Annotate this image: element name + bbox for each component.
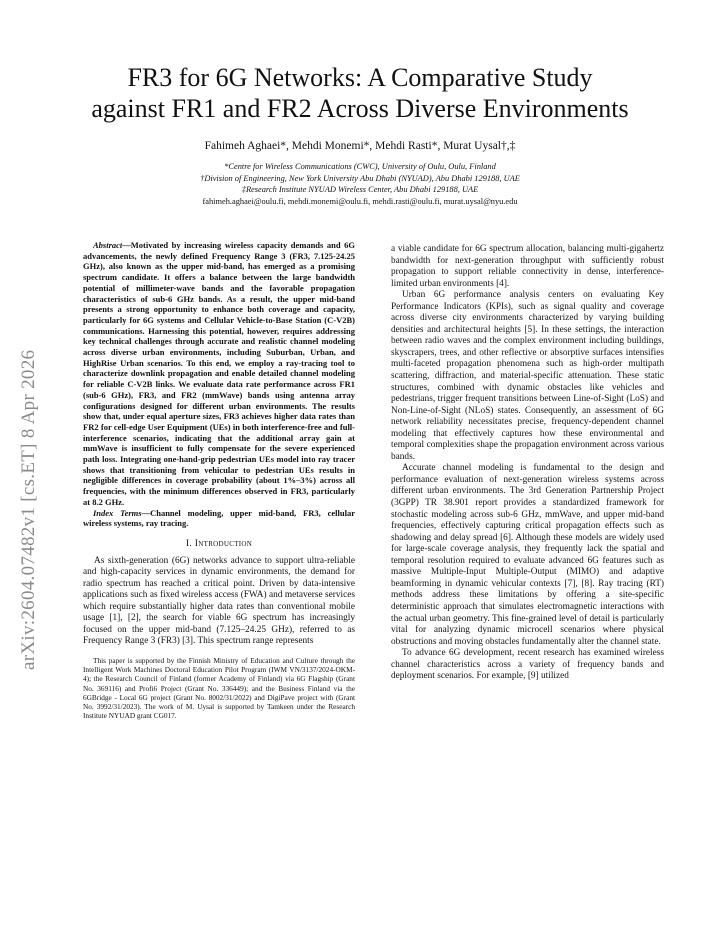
author-emails: fahimeh.aghaei@oulu.fi, mehdi.monemi@oulu.fi, mehdi.rasti@oulu.fi, murat.uysal@nyu.edu (202, 196, 518, 206)
abstract (83, 240, 355, 508)
paper-title (40, 62, 680, 124)
title-line-1: FR3 for 6G Networks: A Comparative Study (127, 63, 593, 92)
title-line-2: against FR1 and FR2 Across Diverse Environments (91, 94, 629, 123)
index-terms (83, 508, 355, 529)
intro-paragraph-3: Accurate channel modeling is fundamental to the design and performance evaluation of next-generation wireless systems across different urban environments. The 3rd Generation Partnership Project (3GPP) TR 38.901 report provides a standardized framework for stochastic modeling across sub-6 GHz, mmWave, and upper mid-band frequencies, effectively capturing critical propagation effects such as shadowing and delay spread [6]. Although these models are widely used for large-scale coverage analysis, they frequently lack the spatial and temporal resolution required to evaluate advanced 6G features such as massive Multiple-Input Multiple-Output (MIMO) and adaptive beamforming in dynamic vehicular contexts [7], [8]. Ray tracing (RT) methods address these limitations by offering a site-specific deterministic approach that simulates electromagnetic interactions with the actual urban geometry. This fine-grained level of detail is particularly vital for analyzing dynamic microcell scenarios where physical obstructions and moving obstacles fundamentally alter the channel state. (391, 463, 664, 647)
left-column (83, 240, 355, 720)
intro-paragraph-1: As sixth-generation (6G) networks advance to support ultra-reliable and high-capacity services in dynamic environments, the demand for radio spectrum has reached a critical point. Driven by data-intensive applications such as fixed wireless access (FWA) and metaverse services which require substantially higher data rates than conventional mobile usage [1], [2], the search for viable 6G spectrum has increasingly focused on the upper mid-band (7.125–24.25 GHz), referred to as Frequency Range 3 (FR3) [3]. This spectrum range represents (83, 555, 355, 647)
intro-paragraph-4: To advance 6G development, recent research has examined wireless channel characteristics across a variety of frequency bands and deployment scenarios. For example, [9] utilized (391, 648, 664, 682)
affiliations (40, 161, 680, 207)
section-heading-introduction: I. Introduction (185, 537, 253, 549)
abstract-label: Abstract (93, 240, 123, 250)
right-column (391, 244, 664, 683)
abstract-text: —Motivated by increasing wireless capacity demands and 6G advancements, the newly defined Frequency Range 3 (FR3, 7.125-24.25 GHz), also known as the upper mid-band, has emerged as a promising spectrum candidate. It offers a balance between the large bandwidth potential of millimeter-wave bands and the favorable propagation characteristics of sub-6 GHz bands. As a result, the upper mid-band presents a strong opportunity to enhance both coverage and capacity, particularly for 6G systems and Cellular Vehicle-to-Base Station (C-V2B) communications. Harnessing this potential, however, requires addressing key technical challenges through accurate and realistic channel modeling across diverse urban environments, including Suburban, Urban, and HighRise Urban scenarios. To this end, we employ a ray-tracing tool to characterize downlink propagation and enable detailed channel modeling for reliable C-V2B links. We evaluate data rate performance across FR1 (sub-6 GHz), FR3, and FR2 (mmWave) bands using antenna array configurations designed for different urban environments. The results show that, under equal aperture sizes, FR3 achieves higher data rates than FR2 for cell-edge User Equipment (UEs) in both interference-free and full-interference scenarios, indicating that the additional array gain at mmWave is insufficient to fully compensate for the severe experienced path loss. Integrating one-hand-grip pedestrian UEs model into ray tracer shows that transitioning from vehicular to pedestrian UEs results in negligible differences in coverage probability (about 1%–3%) across all frequencies, with the minimum differences observed in FR3, particularly at 8.2 GHz. (83, 240, 355, 507)
affiliation-cwc: *Centre for Wireless Communications (CWC), University of Oulu, Oulu, Finland (224, 162, 496, 171)
index-terms-label: Index Terms (93, 507, 142, 518)
affiliation-nyuad: †Division of Engineering, New York University Abu Dhabi (NYUAD), Abu Dhabi 129188, UAE (200, 173, 520, 183)
index-terms-text: —Channel modeling, upper mid-band, FR3, cellular wireless systems, ray tracing. (83, 507, 355, 529)
arxiv-identifier: arXiv:2604.07482v1 [cs.ET] 8 Apr 2026 (18, 349, 39, 670)
affiliation-research-institute: ‡Research Institute NYUAD Wireless Center, Abu Dhabi 129188, UAE (241, 185, 479, 194)
funding-footnote: This paper is supported by the Finnish Ministry of Education and Culture through the Intelligent Work Machines Doctoral Education Pilot Program (IWM VN/3137/2024-OKM-4); the Research Council of Finland (former Academy of Finland) via 6G Flagship (Grant No. 369116) and Profi6 Project (Grant No. 336449); and the Business Finland via the 6GBridge - Local 6G project (Grant No. 8002/31/2022) and DigiPave project with (Grant No. 3992/31/2023). The work of M. Uysal is supported by Tamkeen under the Research Institute NYUAD grant CG017. (83, 655, 355, 721)
intro-paragraph-2: Urban 6G performance analysis centers on evaluating Key Performance Indicators (KPIs), such as signal quality and coverage across diverse city environments characterized by varying building densities and architectural heights [5]. In these settings, the interaction between radio waves and the complex environment including buildings, skyscrapers, trees, and other reflective or absorptive surfaces intensifies multi-faceted propagation phenomena such as high-order multipath scattering, diffraction, and material-specific attenuation. These static structures, combined with dynamic obstacles like vehicles and pedestrians, trigger frequent transitions between Line-of-Sight (LoS) and Non-Line-of-Sight (NLoS) states. Consequently, an assessment of 6G network reliability necessitates precise, frequency-dependent channel modeling that effectively captures how these environmental and temporal complexities shape the propagation environment across various bands. (391, 290, 664, 462)
author-list: Fahimeh Aghaei*, Mehdi Monemi*, Mehdi Rasti*, Murat Uysal†,‡ (204, 140, 516, 152)
intro-paragraph-1-continued: a viable candidate for 6G spectrum allocation, balancing multi-gigahertz bandwidth for next-generation throughput with sufficiently robust propagation to support reliable connectivity in dense, interference-limited urban environments [4]. (391, 244, 664, 289)
